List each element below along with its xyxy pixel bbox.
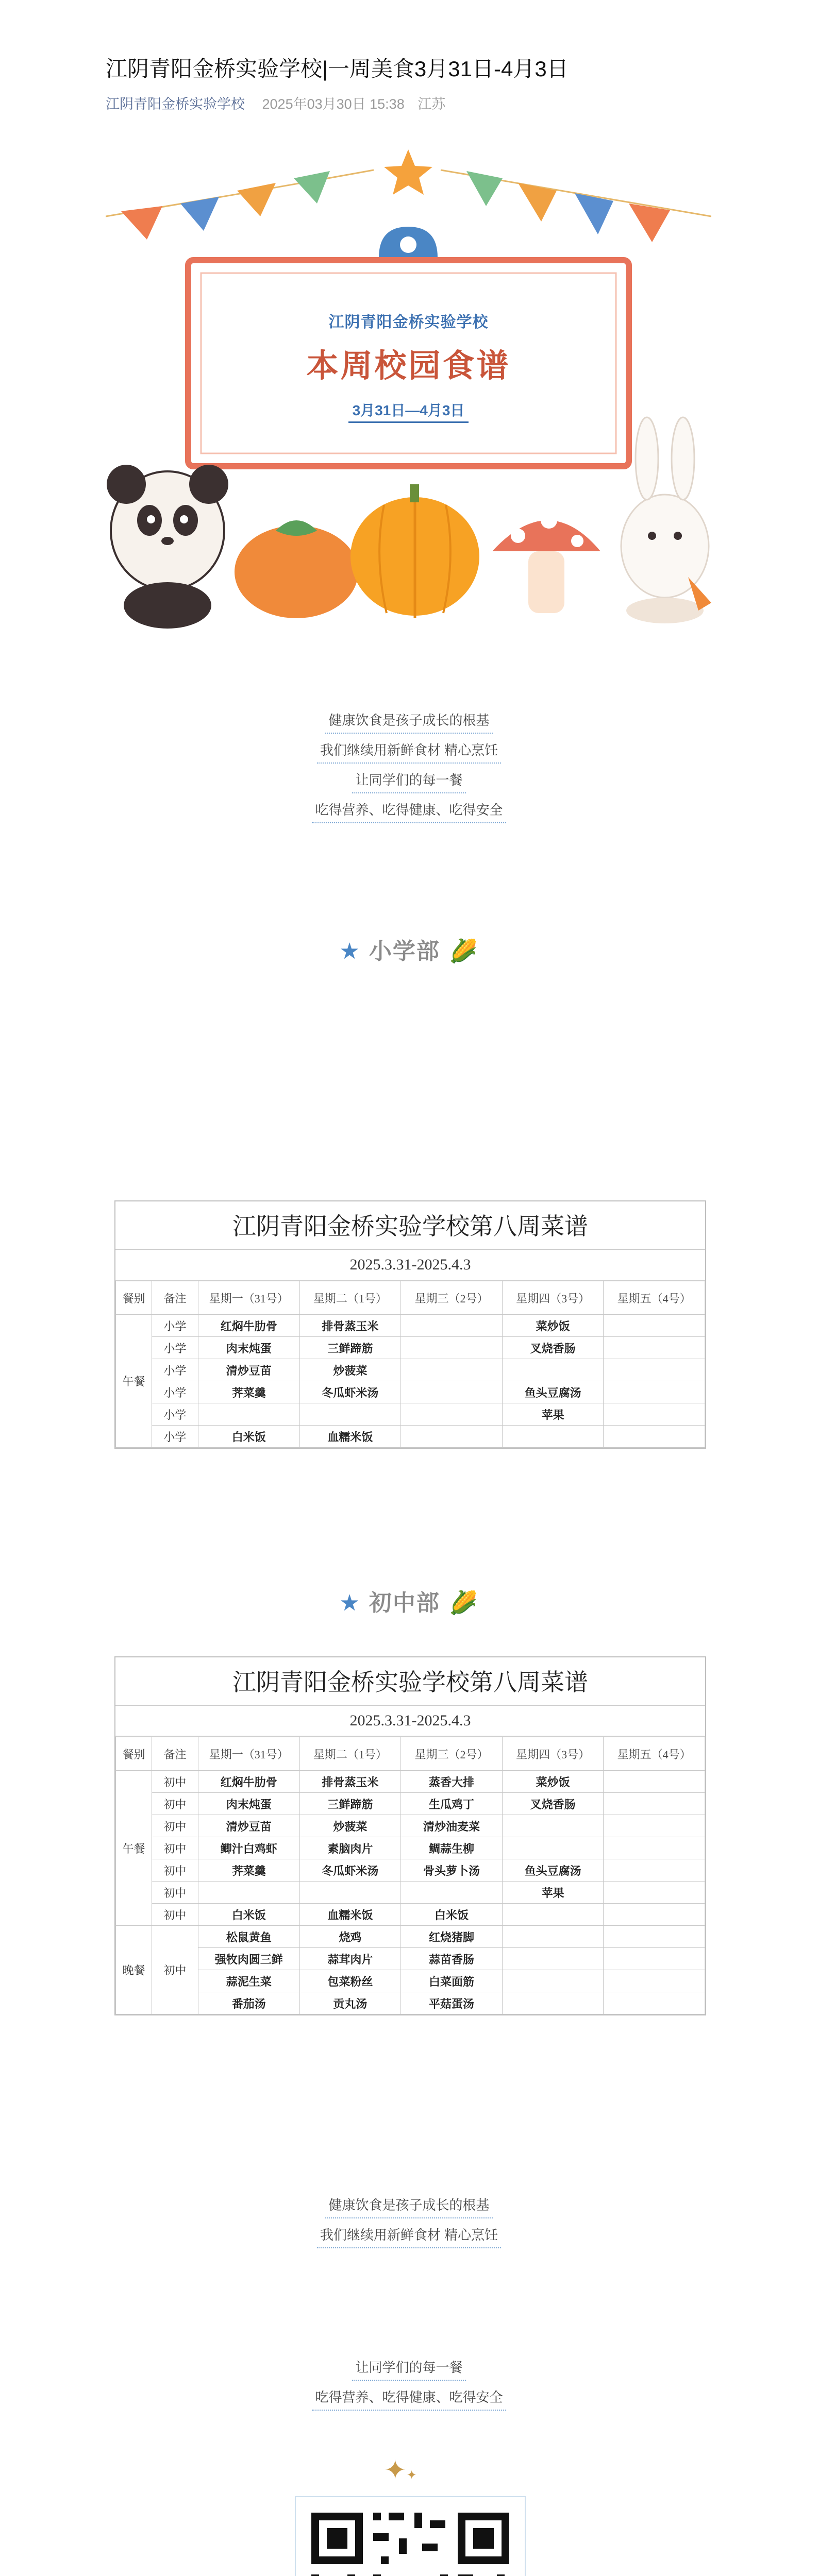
star-icon: ★ xyxy=(339,1590,361,1616)
dish-cell: 鲫汁白鸡虾 xyxy=(198,1837,300,1859)
dish-cell: 三鲜蹄筋 xyxy=(299,1337,401,1359)
flag-icon xyxy=(121,206,162,240)
dish-cell xyxy=(502,1426,604,1448)
dish-cell: 蒜泥生菜 xyxy=(198,1970,300,1992)
dish-cell: 炒菠菜 xyxy=(299,1359,401,1381)
header-cell: 星期五（4号） xyxy=(604,1281,705,1315)
dish-cell xyxy=(401,1359,503,1381)
dish-cell xyxy=(198,1882,300,1904)
dish-cell: 鱼头豆腐汤 xyxy=(502,1859,604,1882)
table-row xyxy=(116,1315,705,1337)
note-cell: 初中 xyxy=(152,1837,198,1859)
dish-cell: 血糯米饭 xyxy=(299,1904,401,1926)
table-row xyxy=(116,1337,705,1359)
account-name-link[interactable]: 江阴青阳金桥实验学校 xyxy=(106,96,245,112)
dish-cell xyxy=(502,1948,604,1970)
dish-cell xyxy=(299,1403,401,1426)
table-row xyxy=(116,1882,705,1904)
dish-cell: 强牧肉圆三鲜 xyxy=(198,1948,300,1970)
note-cell: 小学 xyxy=(152,1359,198,1381)
header-cell: 星期四（3号） xyxy=(502,1737,604,1771)
table-row xyxy=(116,1904,705,1926)
header-cell: 备注 xyxy=(152,1737,198,1771)
dish-cell xyxy=(604,1359,705,1381)
note-cell: 小学 xyxy=(152,1403,198,1426)
table-row xyxy=(116,1859,705,1882)
dish-cell xyxy=(604,1315,705,1337)
slogan-line: 让同学们的每一餐 xyxy=(0,2357,818,2381)
star-icon xyxy=(384,149,432,195)
dish-cell: 荠菜羹 xyxy=(198,1859,300,1882)
menu-period: 2025.3.31-2025.4.3 xyxy=(115,1250,705,1281)
note-cell: 初中 xyxy=(152,1793,198,1815)
dish-cell xyxy=(401,1403,503,1426)
slogan-line: 我们继续用新鲜食材 精心烹饪 xyxy=(0,740,818,764)
dish-cell xyxy=(401,1315,503,1337)
dish-cell xyxy=(604,1904,705,1926)
dish-cell: 鲷蒜生柳 xyxy=(401,1837,503,1859)
dish-cell: 白米饭 xyxy=(401,1904,503,1926)
slogan-line: 我们继续用新鲜食材 精心烹饪 xyxy=(0,2225,818,2248)
dish-cell: 素脑肉片 xyxy=(299,1837,401,1859)
table-row xyxy=(116,1815,705,1837)
note-cell: 小学 xyxy=(152,1381,198,1403)
table-row xyxy=(116,1403,705,1426)
dish-cell xyxy=(502,1359,604,1381)
dish-cell xyxy=(502,1904,604,1926)
header-cell: 星期一（31号） xyxy=(198,1281,300,1315)
publish-date: 2025年03月30日 15:38 xyxy=(262,96,405,112)
dish-cell xyxy=(401,1882,503,1904)
dish-cell xyxy=(604,1403,705,1426)
sparkle-icon: ✦✦ xyxy=(384,2455,417,2485)
slogan-line: 健康饮食是孩子成长的根基 xyxy=(0,710,818,734)
dish-cell xyxy=(604,1882,705,1904)
dish-cell: 蒜茸肉片 xyxy=(299,1948,401,1970)
dish-cell: 包菜粉丝 xyxy=(299,1970,401,1992)
dish-cell: 冬瓜虾米汤 xyxy=(299,1381,401,1403)
dish-cell: 苹果 xyxy=(502,1882,604,1904)
dish-cell: 骨头萝卜汤 xyxy=(401,1859,503,1882)
dish-cell: 肉末炖蛋 xyxy=(198,1337,300,1359)
section-heading-primary: ★ 小学部 🌽 xyxy=(339,939,479,964)
note-cell: 初中 xyxy=(152,1926,198,2014)
dish-cell: 平菇蛋汤 xyxy=(401,1992,503,2014)
banner-dates: 3月31日—4月3日 xyxy=(106,399,711,420)
dish-cell: 炒菠菜 xyxy=(299,1815,401,1837)
dish-cell: 三鲜蹄筋 xyxy=(299,1793,401,1815)
dish-cell: 排骨蒸玉米 xyxy=(299,1771,401,1793)
article-title: 江阴青阳金桥实验学校|一周美食3月31日-4月3日 xyxy=(106,57,569,81)
slogan-line: 吃得营养、吃得健康、吃得安全 xyxy=(0,800,818,823)
dish-cell xyxy=(604,1381,705,1403)
dish-cell: 肉末炖蛋 xyxy=(198,1793,300,1815)
header-cell: 星期三（2号） xyxy=(401,1281,503,1315)
note-cell: 小学 xyxy=(152,1337,198,1359)
header-cell: 星期五（4号） xyxy=(604,1737,705,1771)
dish-cell: 叉烧香肠 xyxy=(502,1793,604,1815)
dish-cell xyxy=(604,1426,705,1448)
note-cell: 小学 xyxy=(152,1426,198,1448)
dish-cell xyxy=(604,1926,705,1948)
star-icon: ★ xyxy=(339,939,361,964)
dish-cell: 松鼠黄鱼 xyxy=(198,1926,300,1948)
dish-cell: 蒜苗香肠 xyxy=(401,1948,503,1970)
slogan-line: 健康饮食是孩子成长的根基 xyxy=(0,2195,818,2218)
table-row xyxy=(116,1837,705,1859)
header-cell: 星期一（31号） xyxy=(198,1737,300,1771)
note-cell: 初中 xyxy=(152,1771,198,1793)
table-row xyxy=(116,1771,705,1793)
dish-cell: 白米饭 xyxy=(198,1904,300,1926)
dish-cell xyxy=(604,1771,705,1793)
dish-cell: 番茄汤 xyxy=(198,1992,300,2014)
header-cell: 星期三（2号） xyxy=(401,1737,503,1771)
dish-cell: 血糯米饭 xyxy=(299,1426,401,1448)
meal-cell: 午餐 xyxy=(116,1771,152,1926)
slogan-line: 让同学们的每一餐 xyxy=(0,770,818,793)
publish-location: 江苏 xyxy=(418,96,446,112)
note-cell: 初中 xyxy=(152,1859,198,1882)
dish-cell: 菜炒饭 xyxy=(502,1771,604,1793)
header-cell: 星期二（1号） xyxy=(299,1281,401,1315)
table-row xyxy=(116,1970,705,1992)
header-cell: 备注 xyxy=(152,1281,198,1315)
dish-cell: 红焖牛肋骨 xyxy=(198,1771,300,1793)
table-row xyxy=(116,1926,705,1948)
dish-cell xyxy=(604,1970,705,1992)
dish-cell xyxy=(604,1948,705,1970)
dish-cell: 烧鸡 xyxy=(299,1926,401,1948)
dish-cell xyxy=(604,1992,705,2014)
table-row xyxy=(116,1948,705,1970)
header-cell: 餐别 xyxy=(116,1281,152,1315)
corn-icon: 🌽 xyxy=(449,939,479,964)
dish-cell xyxy=(502,1926,604,1948)
dish-cell: 叉烧香肠 xyxy=(502,1337,604,1359)
banner-school-name: 江阴青阳金桥实验学校 xyxy=(328,314,489,331)
header-cell: 星期二（1号） xyxy=(299,1737,401,1771)
dish-cell xyxy=(604,1837,705,1859)
table-row xyxy=(116,1381,705,1403)
dish-cell xyxy=(401,1381,503,1403)
meal-cell: 午餐 xyxy=(116,1315,152,1448)
note-cell: 初中 xyxy=(152,1815,198,1837)
dish-cell xyxy=(604,1793,705,1815)
dish-cell xyxy=(401,1337,503,1359)
qr-code-icon xyxy=(296,2497,525,2576)
slogan-line: 吃得营养、吃得健康、吃得安全 xyxy=(0,2387,818,2411)
table-row xyxy=(116,1426,705,1448)
header-cell: 餐别 xyxy=(116,1737,152,1771)
dish-cell: 白菜面筋 xyxy=(401,1970,503,1992)
note-cell: 初中 xyxy=(152,1904,198,1926)
dish-cell: 蒸香大排 xyxy=(401,1771,503,1793)
middle-menu-table xyxy=(114,1656,706,2015)
article-meta xyxy=(106,93,455,113)
table-row xyxy=(116,1992,705,2014)
dish-cell: 清炒豆苗 xyxy=(198,1359,300,1381)
dish-cell: 红焖牛肋骨 xyxy=(198,1315,300,1337)
menu-title: 江阴青阳金桥实验学校第八周菜谱 xyxy=(115,1657,705,1706)
section-heading-middle: ★ 初中部 🌽 xyxy=(339,1590,479,1616)
dish-cell: 清炒油麦菜 xyxy=(401,1815,503,1837)
dish-cell xyxy=(502,1837,604,1859)
dish-cell: 苹果 xyxy=(502,1403,604,1426)
table-row xyxy=(116,1359,705,1381)
dish-cell xyxy=(604,1859,705,1882)
dish-cell: 鱼头豆腐汤 xyxy=(502,1381,604,1403)
corn-icon: 🌽 xyxy=(449,1590,479,1616)
dish-cell xyxy=(502,1815,604,1837)
dish-cell: 排骨蒸玉米 xyxy=(299,1315,401,1337)
dish-cell xyxy=(401,1426,503,1448)
table-row xyxy=(116,1793,705,1815)
dish-cell: 荠菜羹 xyxy=(198,1381,300,1403)
dish-cell xyxy=(502,1992,604,2014)
dish-cell xyxy=(604,1337,705,1359)
dish-cell: 红烧猪脚 xyxy=(401,1926,503,1948)
dish-cell xyxy=(299,1882,401,1904)
dish-cell: 冬瓜虾米汤 xyxy=(299,1859,401,1882)
primary-menu-table xyxy=(114,1200,706,1449)
dish-cell xyxy=(502,1970,604,1992)
dish-cell: 白米饭 xyxy=(198,1426,300,1448)
dish-cell: 清炒豆苗 xyxy=(198,1815,300,1837)
qr-code-image[interactable] xyxy=(295,2496,526,2576)
menu-title: 江阴青阳金桥实验学校第八周菜谱 xyxy=(115,1201,705,1250)
note-cell: 小学 xyxy=(152,1315,198,1337)
dish-cell xyxy=(198,1403,300,1426)
note-cell: 初中 xyxy=(152,1882,198,1904)
dish-cell: 生瓜鸡丁 xyxy=(401,1793,503,1815)
header-cell: 星期四（3号） xyxy=(502,1281,604,1315)
dish-cell: 菜炒饭 xyxy=(502,1315,604,1337)
menu-period: 2025.3.31-2025.4.3 xyxy=(115,1706,705,1737)
dish-cell xyxy=(604,1815,705,1837)
dish-cell: 贡丸汤 xyxy=(299,1992,401,2014)
meal-cell: 晚餐 xyxy=(116,1926,152,2014)
banner-heading: 本周校园食谱 xyxy=(306,349,511,384)
